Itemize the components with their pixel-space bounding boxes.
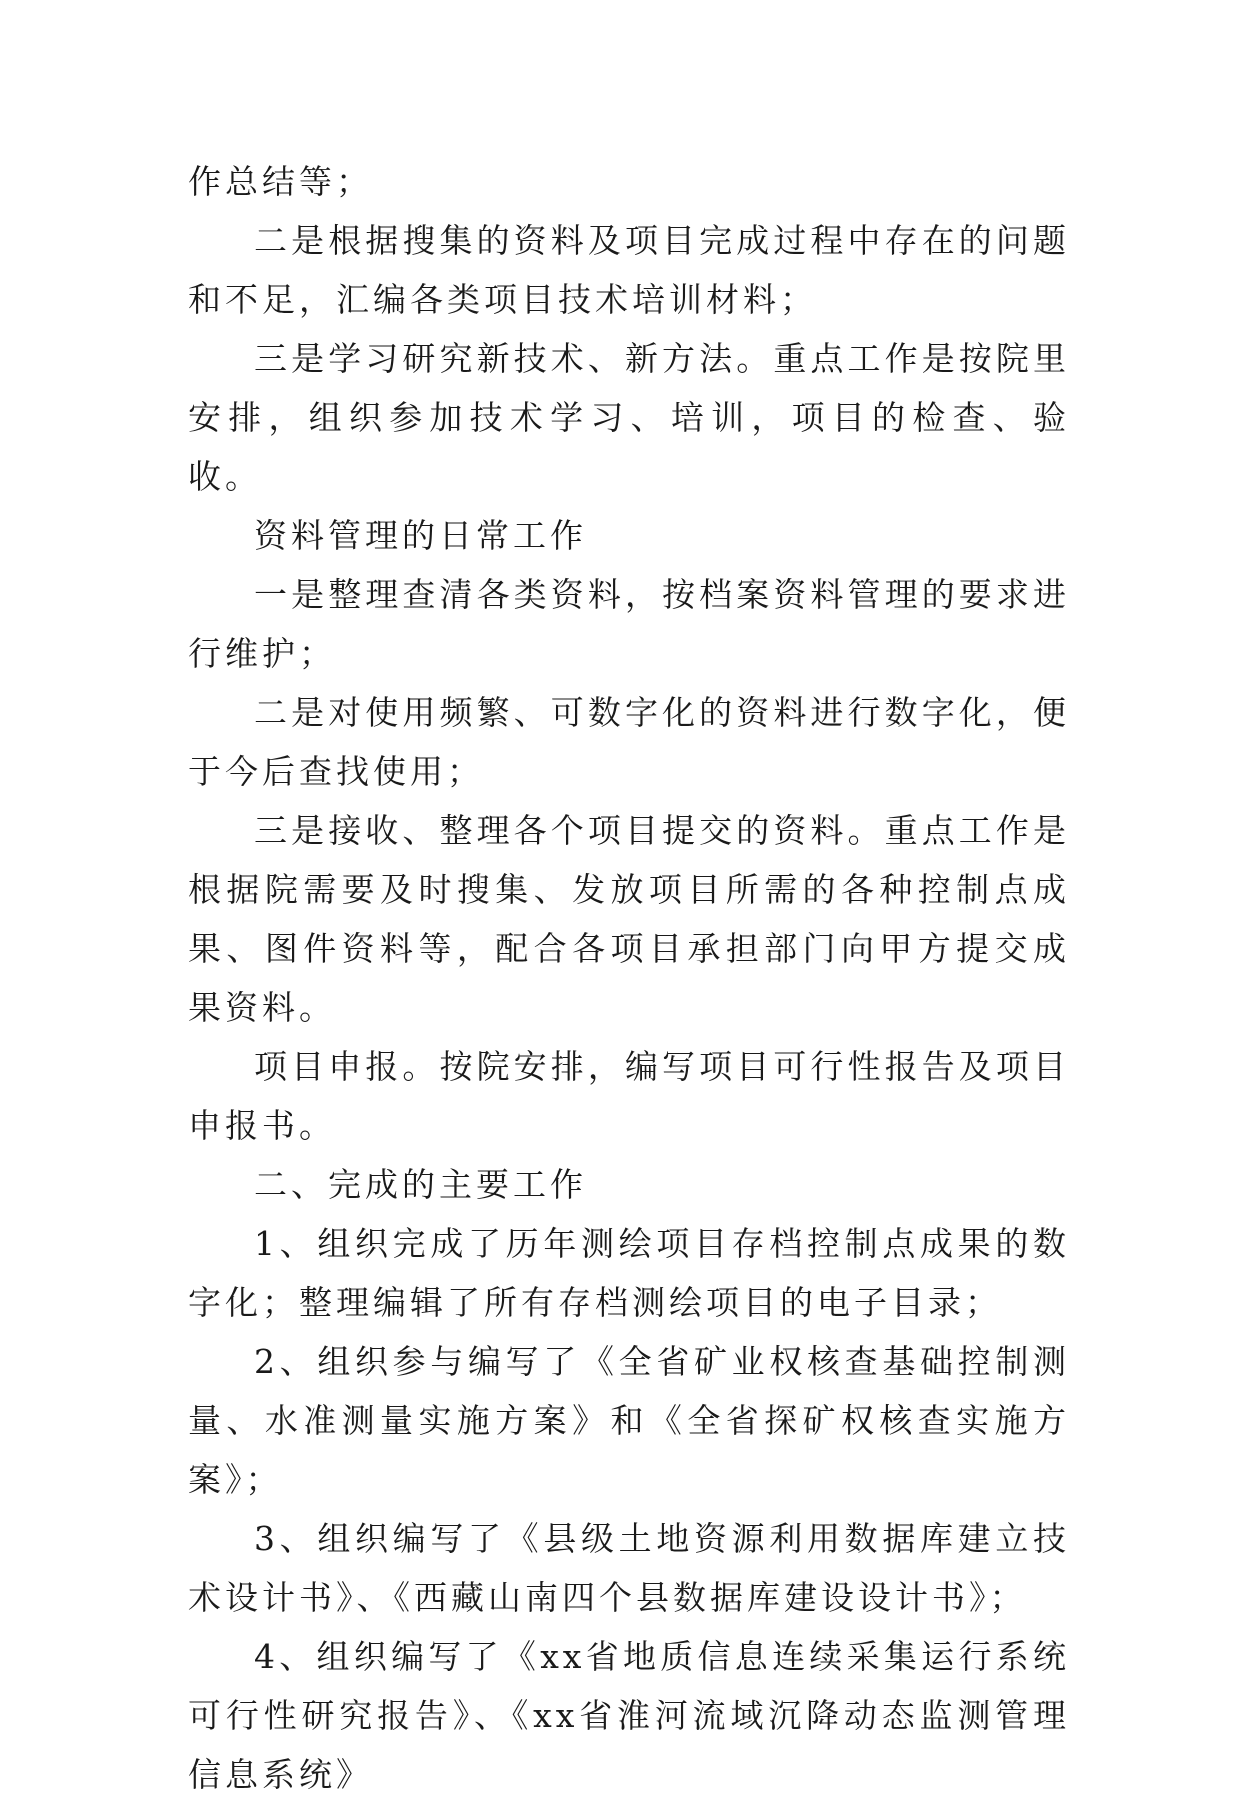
paragraph-6: 二是对使用频繁、可数字化的资料进行数字化，便于今后查找使用； bbox=[188, 693, 1070, 791]
paragraph-1: 作总结等； bbox=[188, 162, 373, 201]
list-item-2: 2、组织参与编写了《全省矿业权核查基础控制测量、水准测量实施方案》和《全省探矿权核查实施方案》； bbox=[188, 1342, 1070, 1499]
paragraph-project-application: 项目申报。按院安排，编写项目可行性报告及项目申报书。 bbox=[188, 1047, 1070, 1145]
section-heading-main-work: 二、完成的主要工作 bbox=[254, 1165, 587, 1204]
paragraph-3: 三是学习研究新技术、新方法。重点工作是按院里安排，组织参加技术学习、培训，项目的检查、验收。 bbox=[188, 339, 1070, 496]
paragraph-7: 三是接收、整理各个项目提交的资料。重点工作是根据院需要及时搜集、发放项目所需的各种控制点成果、图件资料等，配合各项目承担部门向甲方提交成果资料。 bbox=[188, 811, 1070, 1027]
paragraph-5: 一是整理查清各类资料，按档案资料管理的要求进行维护； bbox=[188, 575, 1070, 673]
list-item-3: 3、组织编写了《县级土地资源利用数据库建立技术设计书》、《西藏山南四个县数据库建设设计书》； bbox=[188, 1519, 1070, 1617]
section-heading-data-management: 资料管理的日常工作 bbox=[254, 516, 587, 555]
paragraph-2: 二是根据搜集的资料及项目完成过程中存在的问题和不足，汇编各类项目技术培训材料； bbox=[188, 221, 1070, 319]
list-item-4: 4、组织编写了《xx省地质信息连续采集运行系统可行性研究报告》、《xx省淮河流域沉降动态监测管理信息系统》 bbox=[188, 1637, 1070, 1794]
list-item-1: 1、组织完成了历年测绘项目存档控制点成果的数字化；整理编辑了所有存档测绘项目的电子目录； bbox=[188, 1224, 1070, 1322]
document-body bbox=[188, 152, 1070, 1804]
